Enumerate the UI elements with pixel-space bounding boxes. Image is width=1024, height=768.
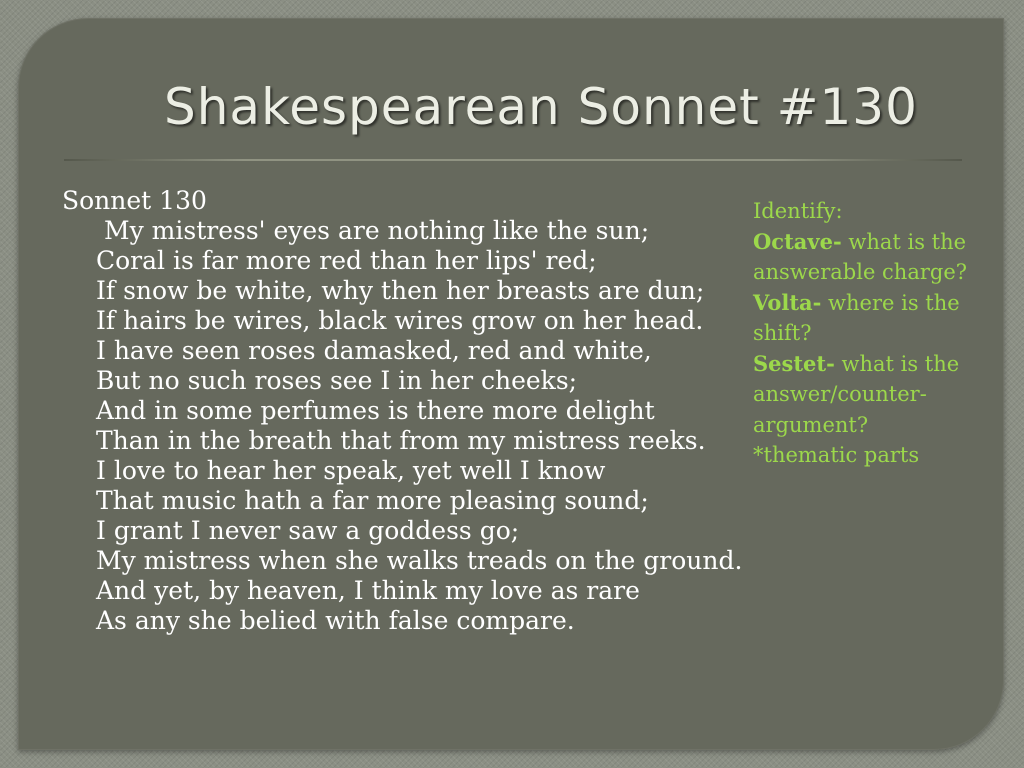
poem-line: I love to hear her speak, yet well I know [96, 456, 606, 485]
identify-notes [753, 196, 983, 471]
octave-term: Octave- [753, 228, 842, 254]
poem-line: Than in the breath that from my mistress reeks. [96, 426, 706, 455]
poem-line: My mistress when she walks treads on the ground. [96, 546, 743, 575]
poem-text [62, 186, 762, 636]
poem-line: But no such roses see I in her cheeks; [96, 366, 578, 395]
volta-term: Volta- [753, 289, 822, 315]
poem-line: And in some perfumes is there more delight [96, 396, 655, 425]
sestet-description: what is the answer/counter-argument? [753, 351, 960, 437]
sestet-note [753, 349, 983, 441]
volta-description: where is the shift? [753, 290, 960, 345]
title-divider [64, 159, 962, 161]
poem-line: As any she belied with false compare. [96, 606, 575, 635]
poem-line: My mistress' eyes are nothing like the sun; [104, 216, 650, 245]
identify-label: Identify: [753, 199, 843, 223]
sestet-term: Sestet- [753, 350, 835, 376]
poem-line: I have seen roses damasked, red and white, [96, 336, 652, 365]
poem-line: I grant I never saw a goddess go; [96, 516, 520, 545]
octave-note [753, 227, 983, 288]
volta-note [753, 288, 983, 349]
poem-line: If snow be white, why then her breasts are dun; [96, 276, 705, 305]
poem-heading: Sonnet 130 [62, 186, 207, 215]
octave-description: what is the answerable charge? [753, 229, 968, 284]
slide-title: Shakespearean Sonnet #130 [164, 78, 918, 136]
poem-line: Coral is far more red than her lips' red; [96, 246, 597, 275]
poem-line: If hairs be wires, black wires grow on her head. [96, 306, 704, 335]
poem-line: And yet, by heaven, I think my love as rare [96, 576, 640, 605]
thematic-note: *thematic parts [753, 443, 920, 467]
poem-line: That music hath a far more pleasing sound; [96, 486, 649, 515]
